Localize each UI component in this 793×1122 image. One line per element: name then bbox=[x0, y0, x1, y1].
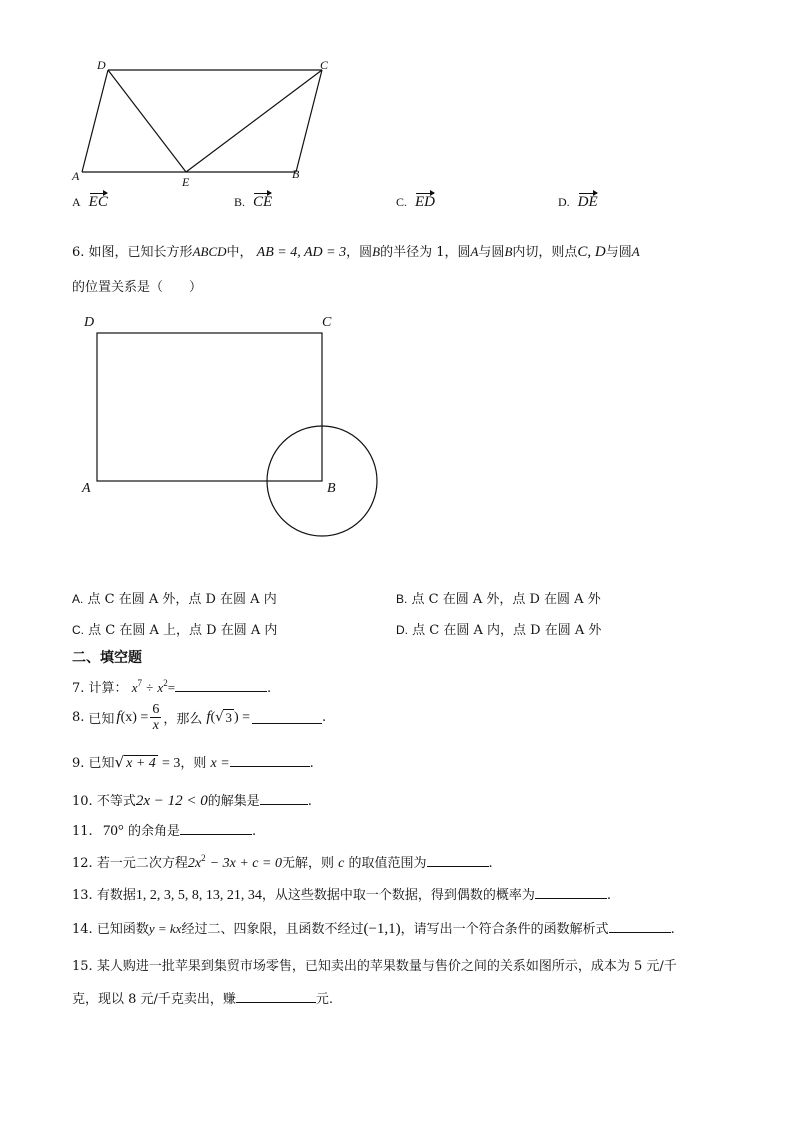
q10-pre: 不等式 bbox=[96, 794, 136, 809]
label-c-q5: C bbox=[320, 58, 329, 72]
q6-var: A bbox=[631, 244, 640, 259]
option-letter: A. bbox=[72, 592, 84, 606]
q12-mid: 无解，则 bbox=[281, 856, 334, 871]
answer-blank[interactable] bbox=[180, 822, 252, 835]
q6-text: 的半径为 1，圆 bbox=[380, 245, 471, 260]
option-letter: D. bbox=[558, 195, 570, 209]
q6-text: 如图，已知长方形 bbox=[88, 245, 193, 260]
q6-option-c[interactable] bbox=[72, 619, 277, 638]
q11-math: 70° bbox=[102, 823, 124, 839]
q7-exp: 2 bbox=[163, 678, 168, 688]
vector-ed: ED bbox=[415, 194, 436, 210]
option-text: 点 C 在圆 A 上，点 D 在圆 A 内 bbox=[88, 623, 278, 638]
vector-ce: CE bbox=[253, 194, 273, 210]
q12-end: . bbox=[488, 856, 493, 871]
option-letter: B. bbox=[396, 592, 408, 606]
q10-number: 10. bbox=[72, 794, 93, 809]
q8-open: ( bbox=[210, 709, 216, 725]
q8-mid: ，那么 bbox=[163, 712, 203, 727]
q8-number: 8. bbox=[72, 710, 85, 725]
q8-f2: f bbox=[206, 709, 211, 725]
q13-pre: 有数据 bbox=[96, 888, 136, 903]
label-d-q5: D bbox=[97, 58, 106, 72]
q13-post: ，从这些数据中取一个数据，得到偶数的概率为 bbox=[261, 888, 535, 903]
q6-text: 与圆 bbox=[478, 245, 505, 260]
q8-close: ) = bbox=[233, 709, 251, 725]
answer-blank[interactable] bbox=[252, 711, 322, 724]
vector-de: DE bbox=[577, 194, 598, 210]
q5-option-c[interactable] bbox=[396, 194, 435, 211]
q6-var: B bbox=[372, 244, 381, 259]
rectangle-circle-figure bbox=[90, 325, 390, 540]
q15-line2-post: 元. bbox=[315, 992, 334, 1007]
q8-num: 6 bbox=[152, 702, 160, 717]
q11-number: 11. bbox=[72, 824, 93, 839]
q10 bbox=[72, 790, 312, 810]
q10-post: 的解集是 bbox=[207, 794, 260, 809]
answer-blank[interactable] bbox=[535, 886, 607, 899]
vector-ec: EC bbox=[88, 194, 108, 210]
answer-blank[interactable] bbox=[609, 920, 671, 933]
answer-blank[interactable] bbox=[260, 792, 308, 805]
parallelogram-figure bbox=[70, 58, 340, 193]
option-letter: A bbox=[72, 195, 81, 209]
q15-number: 15. bbox=[72, 959, 93, 974]
q6-stem-line2: 的位置关系是（ ） bbox=[72, 280, 203, 295]
q7-base: x bbox=[131, 680, 138, 695]
q12-c: c bbox=[338, 856, 345, 871]
q15-line1-text: 某人购进一批苹果到集贸市场零售，已知卖出的苹果数量与售价之间的关系如图所示，成本为 5 元/千 bbox=[96, 959, 677, 974]
q12-pre: 若一元二次方程 bbox=[96, 856, 188, 871]
answer-blank[interactable] bbox=[230, 754, 310, 767]
q6-math: AB = 4, AD = 3 bbox=[256, 245, 347, 260]
label-a-q6: A bbox=[82, 481, 91, 496]
rect-name: ABCD bbox=[192, 244, 227, 259]
q6-points: C, D bbox=[577, 244, 606, 260]
q9-mid: ，则 bbox=[180, 756, 207, 771]
sqrt-icon: √ bbox=[114, 753, 125, 771]
q6-var: A bbox=[470, 244, 479, 259]
q6-option-b[interactable] bbox=[396, 588, 601, 607]
q8-fraction bbox=[150, 702, 161, 733]
option-text: 点 C 在圆 A 外，点 D 在圆 A 外 bbox=[411, 592, 601, 607]
q7 bbox=[72, 677, 271, 696]
q5-option-b[interactable] bbox=[234, 194, 272, 211]
label-b-q6: B bbox=[327, 481, 336, 496]
q14-post: ，请写出一个符合条件的函数解析式 bbox=[400, 922, 609, 937]
q12 bbox=[72, 852, 493, 872]
q8-end: . bbox=[322, 710, 327, 725]
label-c-q6: C bbox=[322, 315, 332, 330]
q14-pt: (−1,1) bbox=[363, 921, 401, 937]
q10-math: 2x − 12 < 0 bbox=[135, 793, 208, 809]
q5-option-a[interactable] bbox=[72, 194, 108, 211]
label-b-q5: B bbox=[292, 167, 300, 181]
q7-exp: 7 bbox=[137, 678, 142, 688]
q6-number: 6. bbox=[72, 245, 85, 260]
q6-text: ，圆 bbox=[346, 245, 373, 260]
option-letter: B. bbox=[234, 195, 246, 209]
answer-blank[interactable] bbox=[427, 854, 489, 867]
label-e-q5: E bbox=[182, 175, 190, 189]
q9 bbox=[72, 752, 314, 772]
q14 bbox=[72, 918, 675, 938]
q6-option-d[interactable] bbox=[396, 619, 601, 638]
q8-den: x bbox=[152, 718, 159, 733]
q15-line2 bbox=[72, 988, 333, 1007]
q12-sq: 2 bbox=[201, 853, 206, 863]
q7-eq: = bbox=[167, 680, 176, 695]
q14-number: 14. bbox=[72, 922, 93, 937]
q7-number: 7. bbox=[72, 681, 85, 696]
q6-stem-line1 bbox=[72, 241, 640, 261]
answer-blank[interactable] bbox=[236, 990, 316, 1003]
q8-pre: 已知 bbox=[88, 712, 115, 727]
q7-label: 计算： bbox=[88, 681, 128, 696]
q5-option-d[interactable] bbox=[558, 194, 598, 211]
q12-post: 的取值范围为 bbox=[348, 856, 427, 871]
q12-number: 12. bbox=[72, 856, 93, 871]
q9-var: x = bbox=[210, 756, 230, 771]
q7-op: ÷ bbox=[146, 680, 154, 695]
q14-end: . bbox=[670, 922, 675, 937]
q9-pre: 已知 bbox=[88, 756, 115, 771]
q13-data: 1, 2, 3, 5, 8, 13, 21, 34 bbox=[135, 888, 262, 903]
q7-base: x bbox=[157, 680, 164, 695]
q15-line1 bbox=[72, 955, 677, 974]
section-title: 二、填空题 bbox=[72, 650, 142, 666]
q9-rad: x + 4 bbox=[126, 756, 156, 771]
q12-math-a: 2x bbox=[187, 856, 202, 871]
q6-text: 中， bbox=[226, 245, 253, 260]
q8-arg: (x) = bbox=[120, 709, 149, 725]
answer-blank[interactable] bbox=[175, 679, 267, 692]
q6-text: 与圆 bbox=[605, 245, 632, 260]
q8 bbox=[72, 702, 326, 733]
q9-number: 9. bbox=[72, 756, 85, 771]
option-letter: C. bbox=[396, 195, 408, 209]
label-d-q6: D bbox=[84, 315, 95, 330]
option-text: 点 C 在圆 A 内，点 D 在圆 A 外 bbox=[412, 623, 602, 638]
q15-line2-pre: 克，现以 8 元/千克卖出，赚 bbox=[72, 992, 236, 1007]
sqrt-icon: √ bbox=[215, 710, 224, 725]
option-text: 点 C 在圆 A 外，点 D 在圆 A 内 bbox=[87, 592, 277, 607]
option-letter: C. bbox=[72, 623, 84, 637]
q6-option-a[interactable] bbox=[72, 588, 277, 607]
q6-var: B bbox=[504, 244, 513, 259]
q13-end: . bbox=[606, 888, 611, 903]
q7-end: . bbox=[267, 681, 272, 696]
q8-rad: 3 bbox=[225, 710, 232, 725]
label-a-q5: A bbox=[72, 169, 80, 183]
q6-text: 内切，则点 bbox=[512, 245, 578, 260]
q11-end: . bbox=[251, 824, 257, 839]
q11-post: 的余角是 bbox=[127, 824, 180, 839]
q9-eq: = 3 bbox=[161, 756, 181, 771]
q9-end: . bbox=[309, 756, 314, 771]
option-letter: D. bbox=[396, 623, 408, 637]
q8-f: f bbox=[116, 709, 121, 725]
q11 bbox=[72, 820, 256, 840]
q14-pre: 已知函数 bbox=[96, 922, 149, 937]
q14-mid: 经过二、四象限，且函数不经过 bbox=[181, 922, 364, 937]
q13-number: 13. bbox=[72, 888, 93, 903]
q10-end: . bbox=[307, 794, 312, 809]
q14-fn: y = kx bbox=[148, 921, 182, 936]
q12-math-b: − 3x + c = 0 bbox=[209, 856, 282, 871]
q13 bbox=[72, 884, 611, 904]
